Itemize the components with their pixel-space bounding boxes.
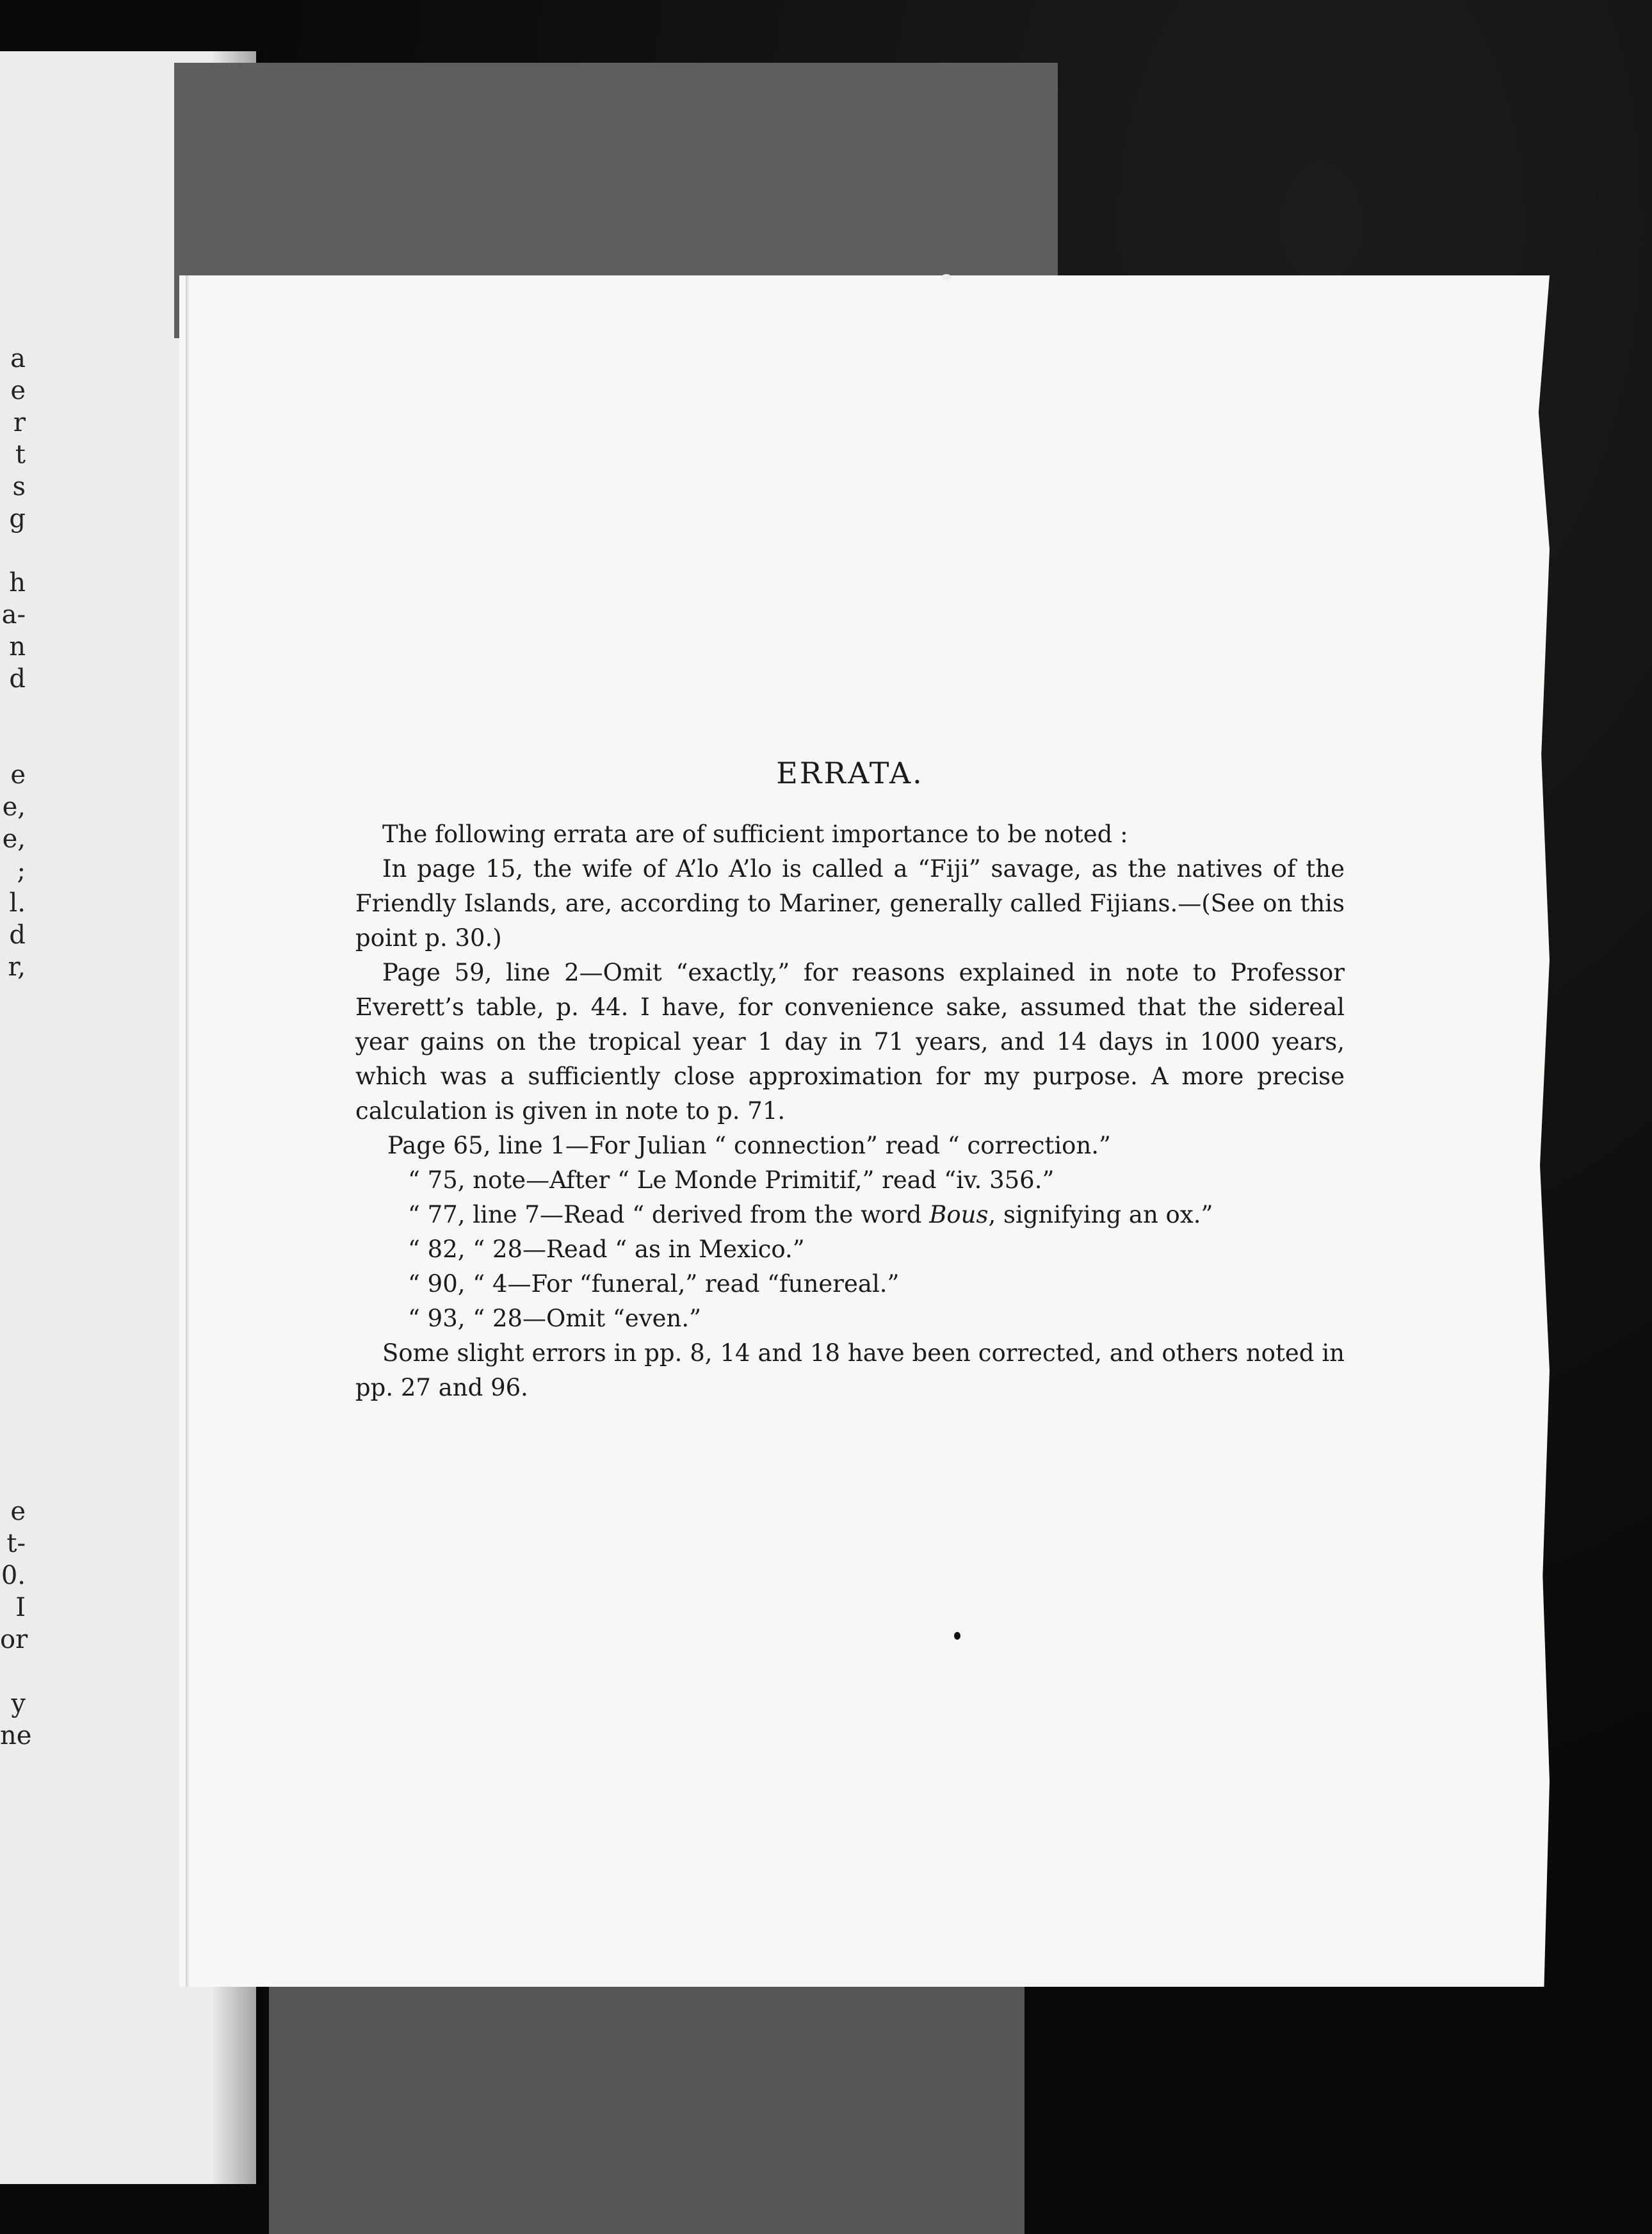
left-page-glyph [0,1271,26,1303]
errata-intro: The following errata are of sufficient importance to be noted : [382,820,1128,848]
left-page-glyph [0,1207,26,1239]
left-page-glyph [0,535,26,567]
left-page-glyph: l. [9,888,26,918]
left-page-glyph [0,983,26,1015]
errata-closing: Some slight errors in pp. 8, 14 and 18 have been corrected, and others noted in pp. 27 and 96. [355,1339,1345,1401]
left-page-glyph: d [9,664,26,694]
left-page-glyph [0,1015,26,1047]
left-page-glyph: e, [2,824,26,854]
left-page-glyph: t [15,440,26,469]
left-page-glyph: I [15,1593,26,1622]
errata-block [355,756,1345,1405]
left-page-glyph: g [9,504,26,534]
slip-crease [186,275,190,1987]
left-page-glyph [0,1239,26,1271]
errata-line-entry: “ 90, “ 4—For “funeral,” read “funereal.” [408,1270,900,1298]
errata-line-entry: Page 65, line 1—For Julian “ connection” read “ correction.” [387,1132,1111,1159]
left-page-glyph: r, [8,952,26,982]
left-page-glyph: e [10,376,26,405]
left-page-glyph: n [9,632,26,662]
left-page-glyph: r [13,408,26,437]
left-page-glyph: e [10,1497,26,1526]
left-page-glyph [0,1335,26,1367]
errata-line-text: “ 77, line 7—Read “ derived from the word [408,1201,930,1228]
left-page-glyph [0,1047,26,1079]
left-page-glyph: t- [6,1529,26,1558]
left-page-glyph [0,695,26,727]
errata-line-entry [355,1198,1345,1232]
left-page-cut-text [0,343,32,1752]
left-page-glyph [0,1079,26,1111]
errata-title: ERRATA. [776,756,924,790]
errata-italic-word: Bous [929,1201,989,1228]
left-page-glyph [0,1111,26,1143]
left-page-glyph [0,1175,26,1207]
left-page-glyph: s [12,472,26,501]
left-page-glyph [0,1143,26,1175]
left-page-glyph: or [0,1625,28,1654]
errata-paragraph: In page 15, the wife of A’lo A’lo is called a “Fiji” savage, as the natives of the Friendly Islands, are, according to Mariner, generally called Fijians.—(See on this point p. 30.) [355,855,1345,952]
left-page-glyph: ne [0,1721,32,1750]
left-page-glyph: h [9,568,26,598]
errata-line-text: , signifying an ox.” [988,1201,1213,1228]
left-page-glyph [0,1303,26,1335]
errata-line-entry: “ 82, “ 28—Read “ as in Mexico.” [408,1235,805,1263]
left-page-glyph: a- [1,600,26,630]
left-page-glyph: a [10,344,26,373]
left-page-glyph: 0. [1,1561,26,1590]
left-page-glyph [0,727,26,759]
errata-line-entry: “ 75, note—After “ Le Monde Primitif,” read “iv. 356.” [408,1166,1055,1194]
grey-board-bottom [269,1947,1024,2234]
left-page-glyph [0,1367,26,1399]
errata-line-entry: “ 93, “ 28—Omit “even.” [408,1305,702,1332]
left-page-glyph [0,1431,26,1464]
left-page-glyph: y [11,1689,26,1718]
left-page-glyph [0,1656,26,1688]
left-page-glyph: e [10,760,26,790]
ink-speck [954,1632,960,1640]
ink-speck [941,274,952,281]
left-page-glyph: e, [2,792,26,822]
errata-paragraph: Page 59, line 2—Omit “exactly,” for reasons explained in note to Professor Everett’s table, p. 44. I have, for convenience sake, assumed that the sidereal year gains on the tropical year 1 day in 71 years, and 14 days in 1000 years, which was a sufficiently close approximation for my purpose. A more precise calculation is given in note to p. 71. [355,959,1345,1125]
left-page-glyph [0,1399,26,1431]
left-page-glyph: d [9,920,26,950]
left-page-glyph [0,1464,26,1496]
left-page-glyph: ; [17,856,26,886]
